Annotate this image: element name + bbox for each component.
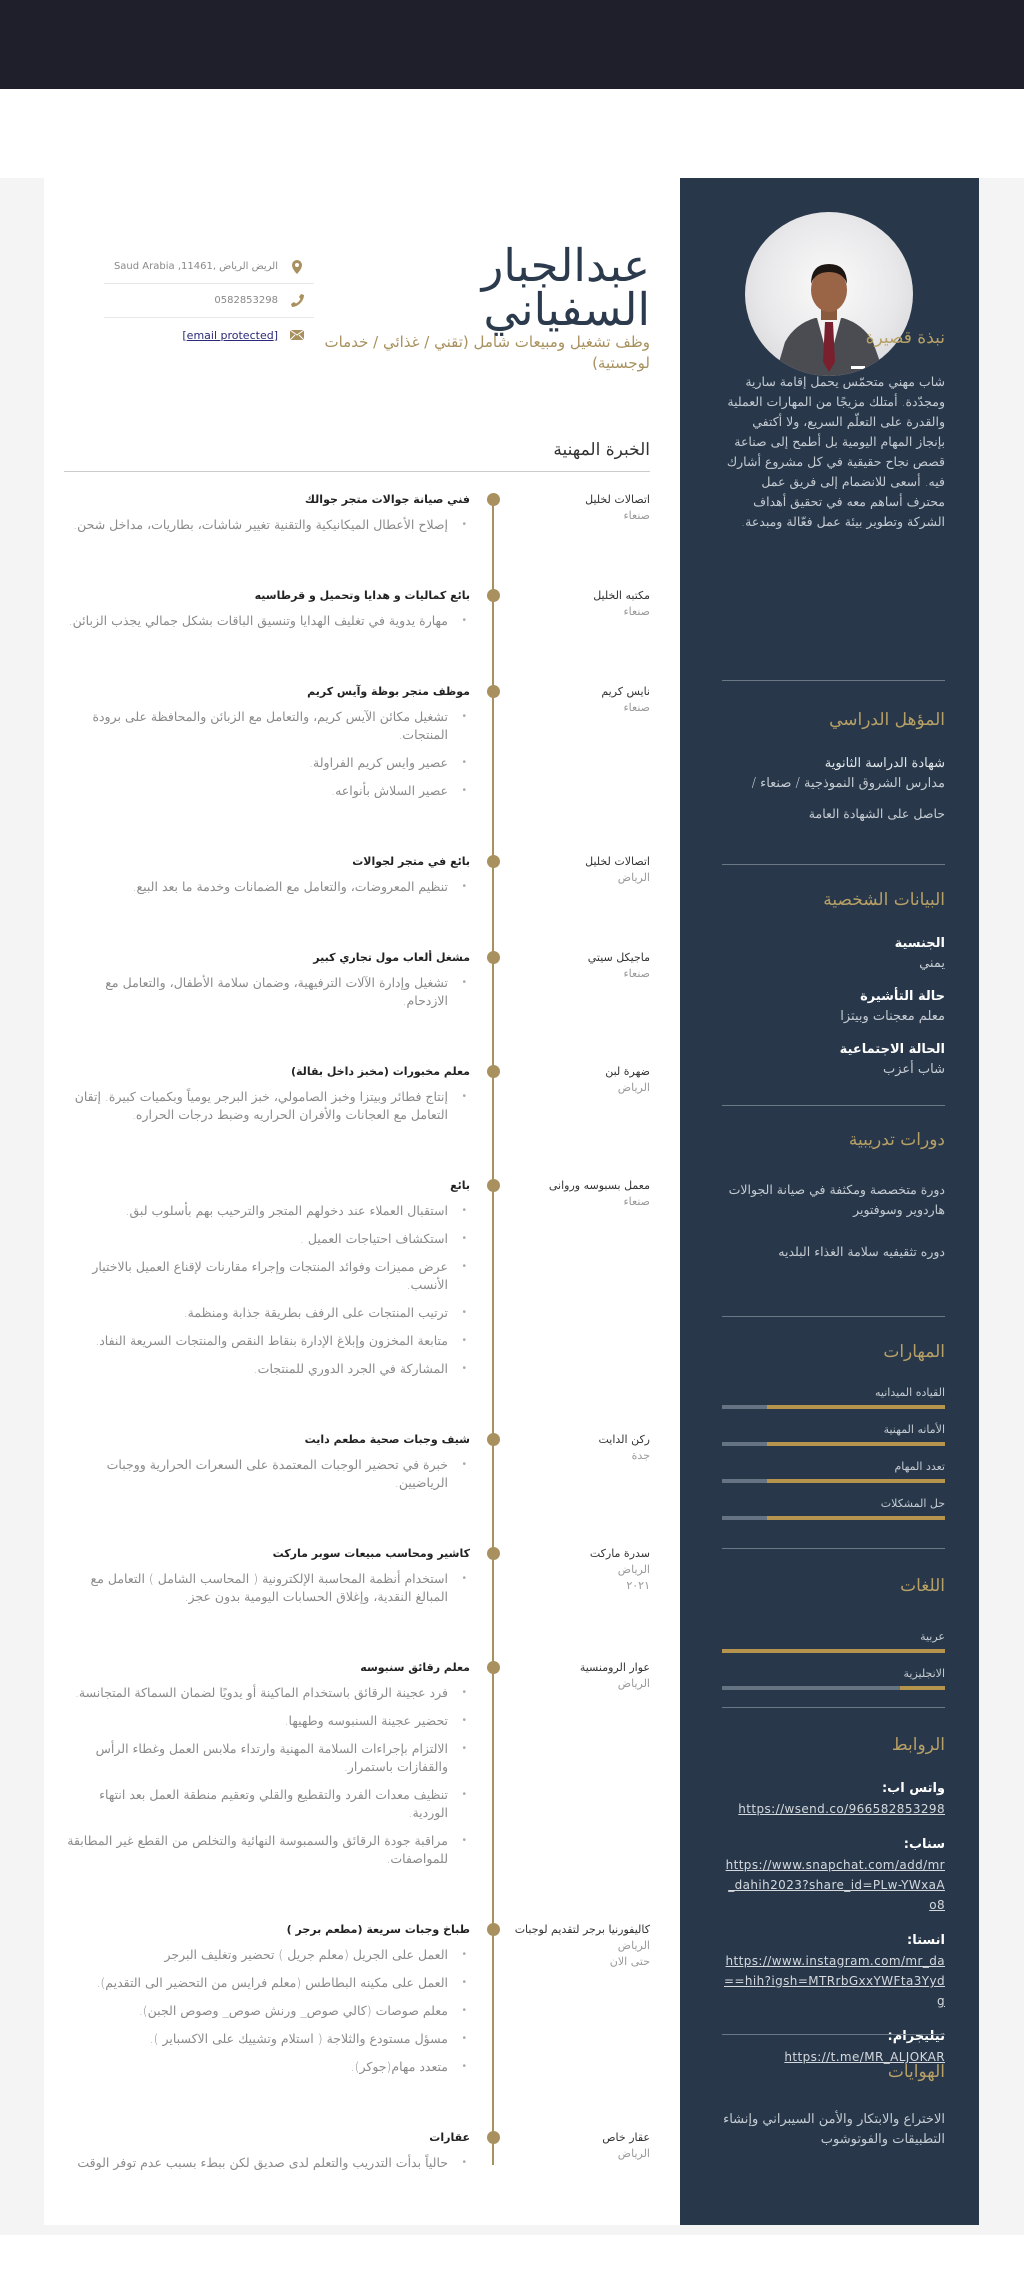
job-details	[60, 2130, 483, 2182]
section-heading: الروابط	[891, 1735, 945, 1755]
timeline-dot-icon	[487, 1179, 500, 1192]
company-name: نايس كريم	[601, 685, 650, 698]
timeline-dot-icon	[487, 855, 500, 868]
timeline-dot-icon	[487, 589, 500, 602]
personal-section	[722, 890, 945, 1093]
bullet-item: • استقبال العملاء عند دخولهم المتجر والترحيب بهم بأسلوب لبق.	[64, 1202, 470, 1220]
company-name: عقار خاص	[602, 2131, 650, 2144]
job-bullets	[64, 2154, 470, 2172]
candidate-name	[481, 239, 650, 336]
job-bullets	[64, 1684, 470, 1868]
job-bullets	[64, 1946, 470, 2076]
company-location: الرياض	[617, 1081, 650, 1094]
job-title: كاشير ومحاسب مبيعات سوبر ماركت	[272, 1547, 470, 1560]
skill-level-bar	[722, 1442, 945, 1446]
job-title: بائع	[450, 1179, 470, 1192]
company-column	[503, 588, 650, 620]
link-label: انستا:	[907, 1933, 945, 1948]
timeline-dot-icon	[487, 1433, 500, 1446]
degree: شهادة الدراسة الثانوية	[824, 756, 945, 771]
envelope-icon	[290, 328, 304, 342]
skill-name: تعدد المهام	[894, 1460, 945, 1473]
bullet-item: • مراقبة جودة الرقائق والسمبوسة النهائية والتخلص من القطع غير المطابقة للمواصفات.	[64, 1832, 470, 1868]
timeline-marker	[483, 2130, 503, 2144]
timeline-dot-icon	[487, 1923, 500, 1936]
job-bullets	[64, 1202, 470, 1378]
personal-label: الجنسية	[894, 936, 945, 951]
experience-entry	[60, 1546, 650, 1660]
education-section	[722, 710, 945, 824]
contact-item	[104, 284, 314, 318]
link-url[interactable]: https://www.snapchat.com/add/mr_dahih2023?share_id=PLw-YWxaAo8	[725, 1858, 945, 1912]
job-title: موظف متجر بوظة وآيس كريم	[307, 685, 470, 698]
timeline-marker	[483, 684, 503, 698]
bullet-item: • عصير السلاش بأنواعه.	[64, 782, 470, 800]
company-name: ماجيكل سيتي	[587, 951, 650, 964]
company-location: صنعاء	[623, 605, 650, 618]
top-bar	[0, 0, 1024, 89]
company-location: الرياض	[617, 871, 650, 884]
company-column	[503, 1660, 650, 1692]
section-heading: المهارات	[883, 1342, 945, 1362]
bullet-item: • استخدام أنظمة المحاسبة الإلكترونية ( المحاسب الشامل ) التعامل مع المبالغ النقدية، وإغلاق الحسابات اليومية بدون عجز.	[64, 1570, 470, 1606]
personal-value: شاب أعزب	[882, 1062, 945, 1077]
language-level-fill	[722, 1649, 945, 1653]
contact-item	[104, 250, 314, 284]
company-column	[503, 950, 650, 982]
job-details	[60, 1922, 483, 2086]
personal-label: حالة التأشيرة	[860, 989, 945, 1004]
timeline-dot-icon	[487, 1547, 500, 1560]
language-level-fill	[900, 1686, 945, 1690]
language-name: عربية	[920, 1630, 945, 1643]
section-heading: البيانات الشخصية	[823, 890, 945, 910]
experience-entry	[60, 684, 650, 854]
sidebar	[680, 178, 979, 2225]
name-line: عبدالجبار	[481, 239, 650, 292]
experience-heading: الخبرة المهنية	[553, 440, 650, 460]
company-name: اتصالات لخليل	[585, 855, 650, 868]
job-details	[60, 588, 483, 640]
company-location: الرياض	[617, 1677, 650, 1690]
bullet-item: • متابعة المخزون وإبلاغ الإدارة بنقاط النقص والمنتجات السريعة النفاد.	[64, 1332, 470, 1350]
link-label: تيليجرام:	[887, 2029, 945, 2044]
bullet-item: • ترتيب المنتجات على الرفف بطريقة جذابة ومنظمة.	[64, 1304, 470, 1322]
contact-text: 0582853298	[214, 295, 278, 306]
job-bullets	[64, 1456, 470, 1492]
experience-entry	[60, 492, 650, 588]
divider	[722, 1548, 945, 1549]
job-details	[60, 1178, 483, 1388]
company-location: حتى الان	[609, 1955, 650, 1968]
job-title: فني صيانة جوالات متجر جوالك	[304, 493, 470, 506]
personal-label: الحالة الاجتماعية	[839, 1042, 945, 1057]
job-bullets	[64, 612, 470, 630]
company-column	[503, 1064, 650, 1096]
language-name: الانجليزية	[903, 1667, 945, 1680]
bullet-item: • خبرة في تحضير الوجبات المعتمدة على السعرات الحرارية ووجبات الرياضيين.	[64, 1456, 470, 1492]
bullet-item: • تنظيف معدات الفرد والتقطيع والقلي وتعقيم منطقة العمل بعد انتهاء الوردية.	[64, 1786, 470, 1822]
bullet-item: • مسؤل مستودع والثلاجة ( استلام وتشييك على الاكسباير ).	[64, 2030, 470, 2048]
company-location: صنعاء	[623, 967, 650, 980]
job-details	[60, 1064, 483, 1134]
company-location: صنعاء	[623, 1195, 650, 1208]
timeline-dot-icon	[487, 2131, 500, 2144]
name-line: السفياني	[483, 283, 650, 336]
company-column	[503, 492, 650, 524]
company-column	[503, 1178, 650, 1210]
course-item: دورة متخصصة ومكثفة في صيانة الجوالات هاردوير وسوفتوير	[728, 1182, 945, 1217]
bullet-item: • استكشاف احتياجات العميل .	[64, 1230, 470, 1248]
link-url[interactable]: https://www.instagram.com/mr_da==hih?igsh=MTRrbGxxYWFta3Yydg	[723, 1954, 945, 2008]
company-name: سدرة ماركت	[589, 1547, 650, 1560]
skill-name: القياده الميدانيه	[875, 1386, 945, 1399]
map-pin-icon	[290, 260, 304, 274]
experience-entry	[60, 950, 650, 1064]
job-bullets	[64, 516, 470, 534]
contact-list	[104, 250, 314, 352]
job-title: وظف تشغيل ومبيعات شامل (تقني / غذائي / خدمات لوجستية)	[324, 333, 650, 372]
company-location: الرياض	[617, 1563, 650, 1576]
skill-level-bar	[722, 1479, 945, 1483]
skill-level-fill	[767, 1516, 945, 1520]
timeline-marker	[483, 854, 503, 868]
link-url[interactable]: https://t.me/MR_ALJOKAR	[784, 2050, 945, 2064]
company-name: عوار الرومنسية	[579, 1661, 650, 1674]
link-label: واتس اب:	[881, 1781, 945, 1796]
experience-entry	[60, 1922, 650, 2130]
experience-entry	[60, 1178, 650, 1432]
bullet-item: • مهارة يدوية في تغليف الهدايا وتنسيق الباقات بشكل جمالي يجذب الزبائن.	[64, 612, 470, 630]
bullet-item: • إصلاح الأعطال الميكانيكية والتقنية تغيير شاشات، بطاريات، مداخل شحن.	[64, 516, 470, 534]
hobbies-text: الاختراع والابتكار والأمن السيبراني وإنشاء التطبيقات والفوتوشوب	[723, 2112, 945, 2147]
experience-entry	[60, 854, 650, 950]
bullet-item: • العمل على الجريل (معلم جريل ) تحضير وتغليف البرجر	[64, 1946, 470, 1964]
link-label: سناب:	[903, 1837, 945, 1852]
bullet-item: • العمل على مكينه البطاطس (معلم فرايس من التحضير الى التقديم).	[64, 1974, 470, 1992]
contact-text: الريض الرياض ,11461, Saud Arabia	[113, 261, 278, 272]
timeline-marker	[483, 1546, 503, 1560]
skill-level-fill	[767, 1405, 945, 1409]
school: مدارس الشروق النموذجية / صنعاء /	[751, 776, 945, 791]
personal-value: معلم معجنات وبيتزا	[840, 1009, 945, 1024]
about-text: شاب مهني متحمّس يحمل إقامة سارية ومجدّدة. أمتلك مزيجًا من المهارات العملية والقدرة على التعلّم السريع، ولا أكتفي بإنجاز المهام اليومية بل أطمح إلى صناعة قصص نجاح حقيقية في كل مشروع أشارك فيه. أسعى للانضمام إلى فريق عمل محترف أساهم معه في تحقيق أهداف الشركة وتطوير بيئة عمل فعّالة ومبدعة.	[726, 374, 945, 529]
company-location: الرياض	[617, 1939, 650, 1952]
company-location: الرياض	[617, 2147, 650, 2160]
experience-list	[60, 492, 650, 2226]
company-location: صنعاء	[623, 509, 650, 522]
job-details	[60, 1546, 483, 1616]
job-details	[60, 950, 483, 1020]
divider	[722, 1105, 945, 1106]
company-column	[503, 1432, 650, 1464]
divider	[722, 864, 945, 865]
phone-icon	[290, 294, 304, 308]
job-title: بائع في متجر لجوالات	[352, 855, 470, 868]
timeline-dot-icon	[487, 685, 500, 698]
bullet-item: • معلم صوصات (كالي صوص_ ورنش صوص_ وصوص الجبن).	[64, 2002, 470, 2020]
divider	[722, 2034, 945, 2035]
timeline-marker	[483, 1660, 503, 1674]
bullet-item: • تشغيل مكائن الآيس كريم، والتعامل مع الزبائن والمحافظة على برودة المنتجات.	[64, 708, 470, 744]
section-heading: المؤهل الدراسي	[829, 710, 945, 730]
experience-entry	[60, 2130, 650, 2226]
job-details	[60, 684, 483, 810]
company-name: ركن الدايت	[598, 1433, 650, 1446]
job-title: شيف وجبات صحية مطعم دايت	[304, 1433, 470, 1446]
skill-level-fill	[767, 1442, 945, 1446]
languages-section	[722, 1576, 945, 1704]
job-title: عقارات	[429, 2131, 470, 2144]
about-section	[722, 328, 945, 532]
company-column	[503, 684, 650, 716]
bullet-item: • عرض مميزات وفوائد المنتجات وإجراء مقارنات لإقناع العميل بالاختيار الأنسب.	[64, 1258, 470, 1294]
divider	[722, 1707, 945, 1708]
links-section	[722, 1735, 945, 2083]
section-heading: الهوايات	[887, 2062, 945, 2082]
job-title: معلم مخبورات (مخبز داخل بقالة)	[290, 1065, 470, 1078]
timeline-marker	[483, 1922, 503, 1936]
company-name: كاليفورنيا برجر لتقديم لوجبات	[514, 1923, 650, 1936]
contact-item	[104, 318, 314, 352]
job-bullets	[64, 974, 470, 1010]
job-details	[60, 854, 483, 906]
company-location: جدة	[631, 1449, 650, 1462]
job-bullets	[64, 708, 470, 800]
skill-level-bar	[722, 1405, 945, 1409]
experience-entry	[60, 588, 650, 684]
company-column	[503, 2130, 650, 2162]
company-column	[503, 1546, 650, 1594]
personal-value: يمني	[919, 956, 945, 971]
divider	[64, 471, 650, 472]
language-level-bar	[722, 1686, 945, 1690]
bullet-item: • تشغيل وإدارة الآلات الترفيهية، وضمان سلامة الأطفال، والتعامل مع الازدحام.	[64, 974, 470, 1010]
company-column	[503, 854, 650, 886]
section-heading: دورات تدريبية	[848, 1130, 945, 1150]
timeline-dot-icon	[487, 1065, 500, 1078]
job-title: مشغل ألعاب مول تجاري كبير	[313, 951, 470, 964]
company-name: معمل بسبوسه وروانى	[548, 1179, 650, 1192]
timeline-marker	[483, 1064, 503, 1078]
courses-section	[722, 1130, 945, 1284]
company-location: ٢٠٢١	[626, 1579, 650, 1592]
skills-section	[722, 1342, 945, 1534]
section-heading: اللغات	[900, 1576, 945, 1596]
education-note: حاصل على الشهادة العامة	[808, 806, 945, 821]
email-link[interactable]: [email protected]	[182, 328, 278, 342]
bullet-item: • الالتزام بإجراءات السلامة المهنية وارتداء ملابس العمل وغطاء الرأس والقفازات باستمرار.	[64, 1740, 470, 1776]
bullet-item: • تنظيم المعروضات، والتعامل مع الضمانات وخدمة ما بعد البيع.	[64, 878, 470, 896]
course-item: دوره تثقيفيه سلامة الغذاء البلديه	[778, 1244, 945, 1259]
timeline-marker	[483, 492, 503, 506]
bullet-item: • تحضير عجينة السنبوسه وطهيها.	[64, 1712, 470, 1730]
section-heading: نبذة قصيرة	[865, 328, 945, 348]
skill-level-bar	[722, 1516, 945, 1520]
timeline-dot-icon	[487, 493, 500, 506]
job-title: بائع كماليات و هدايا وتحميل و قرطاسيه	[254, 589, 470, 602]
job-details	[60, 492, 483, 544]
company-location: صنعاء	[623, 701, 650, 714]
company-name: مكتبه الخليل	[593, 589, 650, 602]
company-name: ضهرة لبن	[605, 1065, 650, 1078]
skill-name: الأمانه المهنية	[883, 1423, 945, 1436]
timeline-dot-icon	[487, 951, 500, 964]
link-url[interactable]: https://wsend.co/966582853298	[738, 1802, 945, 1816]
job-bullets	[64, 1088, 470, 1124]
bullet-item: • حالياً بدأت التدريب والتعلم لدى صديق لكن ببطء بسبب عدم توفر الوقت	[64, 2154, 470, 2172]
timeline-marker	[483, 1178, 503, 1192]
bullet-item: • إنتاج فطائر وبيتزا وخبز الصامولي، خبز البرجر يومياً وبكميات كبيرة. إتقان التعامل مع العجانات والأفران الحراريه وضبط درجات الحراره.	[64, 1088, 470, 1124]
job-title: طباخ وجبات سريعة (مطعم برجر )	[286, 1923, 470, 1936]
divider	[722, 680, 945, 681]
bullet-item: • متعدد مهام(جوكر).	[64, 2058, 470, 2076]
bullet-item: • المشاركة في الجرد الدوري للمنتجات.	[64, 1360, 470, 1378]
bullet-item: • عصير وايس كريم الفراولة.	[64, 754, 470, 772]
language-level-bar	[722, 1649, 945, 1653]
experience-entry	[60, 1432, 650, 1546]
company-name: اتصالات لخليل	[585, 493, 650, 506]
timeline-dot-icon	[487, 1661, 500, 1674]
skill-level-fill	[767, 1479, 945, 1483]
bullet-item: • فرد عجينة الرقائق باستخدام الماكينة أو يدويًا لضمان السماكة المتجانسة.	[64, 1684, 470, 1702]
hobbies-section	[722, 2062, 945, 2150]
experience-entry	[60, 1660, 650, 1922]
divider	[722, 1316, 945, 1317]
timeline-marker	[483, 1432, 503, 1446]
job-bullets	[64, 878, 470, 896]
company-column	[503, 1922, 650, 1970]
job-title: معلم رقائق سنبوسه	[360, 1661, 470, 1674]
job-bullets	[64, 1570, 470, 1606]
timeline-marker	[483, 588, 503, 602]
job-details	[60, 1660, 483, 1878]
resume-main	[44, 178, 680, 2225]
job-details	[60, 1432, 483, 1502]
skill-name: حل المشكلات	[880, 1497, 945, 1510]
experience-entry	[60, 1064, 650, 1178]
timeline-marker	[483, 950, 503, 964]
